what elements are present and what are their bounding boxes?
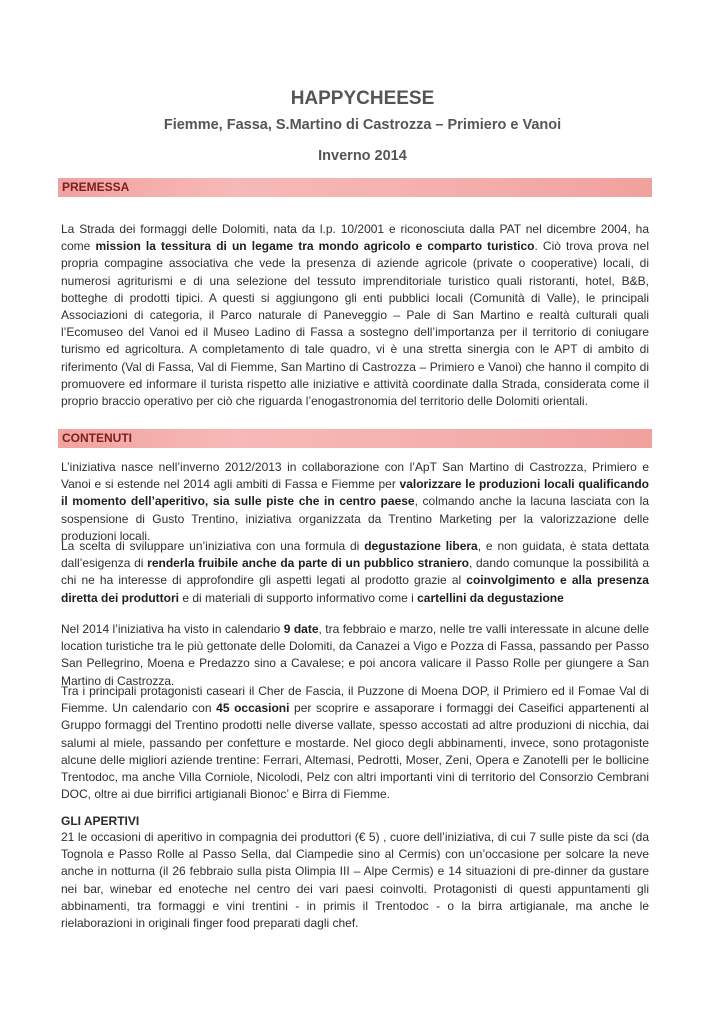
contenuti-p2-text-1: La scelta di sviluppare un’iniziativa con una formula di [61, 539, 365, 553]
premessa-text-2: . Ciò trova prova nel propria compagine associativa che vede la presenza di aziende agricole (private o cooperative) locali, di numerosi agriturismi e di una selezione del tessuto imprenditoriale turistico quali ristoranti, hotel, B&B, botteghe di prodotti tipici. A questi si aggiungono gli enti pubblici locali (Comunità di Valle), le principali Associazioni di categoria, il Parco naturale di Paneveggio – Pale di San Martino e realtà culturali quali l’Ecomuseo del Vanoi ed il Museo Ladino di Fassa a sostegno dell’importanza per il territorio di coniugare turismo ed agricoltura. A completamento di tale quadro, vi è una stretta sinergia con le APT di ambito di riferimento (Val di Fassa, Val di Fiemme, San Martino di Castrozza – Primiero e Vanoi) che hanno il compito di promuovere ed informare il turista rispetto alle iniziative e attività coordinate dalla Strada, considerata come il proprio braccio operativo per ciò che riguarda l’enogastronomia del territorio delle Dolomiti orientali. [61, 239, 649, 409]
contenuti-paragraph-3 [61, 621, 649, 690]
contenuti-p1-bold-1: valorizzare le produzioni locali qualificando il momento dell’aperitivo, sia sulle piste che in centro paese [61, 477, 649, 509]
premessa-paragraph [61, 221, 649, 410]
contenuti-paragraph-1 [61, 459, 649, 545]
document-season: Inverno 2014 [318, 148, 407, 164]
document-title: HAPPYCHEESE [290, 88, 435, 109]
premessa-bold-1: mission la tessitura di un legame tra mondo agricolo e comparto turistico [95, 239, 535, 254]
section-heading-contenuti: CONTENUTI [62, 431, 132, 445]
contenuti-p2-bold-3: coinvolgimento e alla presenza diretta dei produttori [61, 573, 649, 605]
contenuti-p2-bold-4: cartellini da degustazione [417, 590, 564, 605]
aperitivi-paragraph: 21 le occasioni di aperitivo in compagnia dei produttori (€ 5) , cuore dell’iniziativa, di cui 7 sulle piste da sci (da Tognola e Passo Rolle al Passo Sella, dal Ciampedie sino al Cermis) con un’occasione per solcare la neve anche in notturna (il 26 febbraio sulla pista Olimpia III – Alpe Cermis) e 14 situazioni di pre-dinner da gustare nei bar, winebar ed enoteche nel centro dei vari paesi coinvolti. Protagonisti di questi appuntamenti gli abbinamenti, tra formaggi e vini trentini - in primis il Trentodoc - o la birra artigianale, ma anche le rielaborazioni in originali finger food preparati dagli chef. [61, 830, 649, 931]
contenuti-p4-text-2: per scoprire e assaporare i formaggi dei Caseifici appartenenti al Gruppo formaggi del Trentino prodotti nelle diverse vallate, spesso accostati ad altre produzioni di nicchia, dai salumi al miele, passando per confetture e mostarde. Nel gioco degli abbinamenti, invece, sono protagoniste alcune delle migliori aziende trentine: Ferrari, Altemasi, Pedrotti, Moser, Zeni, Opera e Zanotelli per le bollicine Trentodoc, ma anche Villa Corniole, Nicolodi, Pelz con altri importanti vini di territorio del Consorzio Cembrani DOC, oltre ai due birrifici artigianali Bionoc’ e Birra di Fiemme. [61, 701, 649, 802]
contenuti-p3-text-2: , tra febbraio e marzo, nelle tre valli interessate in alcune delle location turistiche tra le più gettonate delle Dolomiti, da Canazei a Vigo e Pozza di Fassa, passando per Passo San Pellegrino, Moena e Predazzo sino a Cavalese; e poi ancora valicare il Passo Rolle per giungere a San Martino di Castrozza. [61, 622, 650, 688]
contenuti-p2-text-4: e di materiali di supporto informativo come i [179, 590, 418, 605]
contenuti-p1-text-2: , colmando anche la lacuna lasciata con la sospensione di Gusto Trentino, iniziativa organizzata da Trentino Marketing per la valorizzazione delle produzioni locali. [61, 494, 649, 543]
section-band-contenuti [58, 429, 652, 448]
contenuti-paragraph-4 [61, 683, 649, 803]
contenuti-p2-text-2: , e non guidata, è stata dettata dall’esigenza di [61, 539, 649, 571]
contenuti-p4-bold-1: 45 occasioni [216, 701, 290, 716]
premessa-text-1: La Strada dei formaggi delle Dolomiti, nata da l.p. 10/2001 e riconosciuta dalla PAT nel dicembre 2004, ha come [61, 222, 649, 254]
section-heading-premessa: PREMESSA [62, 180, 130, 194]
contenuti-p1-text-1: L’iniziativa nasce nell’inverno 2012/2013 in collaborazione con l’ApT San Martino di Castrozza, Primiero e Vanoi e si estende nel 2014 agli ambiti di Fassa e Fiemme per [61, 460, 649, 492]
section-band-premessa [58, 178, 652, 197]
contenuti-p4-text-1: Tra i principali protagonisti caseari il Cher de Fascia, il Puzzone di Moena DOP, il Primiero ed il Fomae Val di Fiemme. Un calendario con [61, 684, 649, 716]
contenuti-p2-bold-1: degustazione libera [364, 539, 478, 553]
contenuti-p2-bold-2: renderla fruibile anche da parte di un pubblico straniero [147, 556, 469, 571]
section-heading-aperitivi: GLI APERTIVI [61, 814, 140, 828]
document-subtitle: Fiemme, Fassa, S.Martino di Castrozza – Primiero e Vanoi [163, 117, 562, 133]
contenuti-p3-text-1: Nel 2014 l’iniziativa ha visto in calendario [61, 622, 284, 636]
contenuti-p3-bold-1: 9 date [283, 622, 319, 636]
contenuti-p2-text-3: , dando comunque la possibilità a chi ne ha interesse di approfondire gli aspetti legati al prodotto grazie al [61, 556, 649, 588]
contenuti-paragraph-2 [61, 538, 649, 607]
